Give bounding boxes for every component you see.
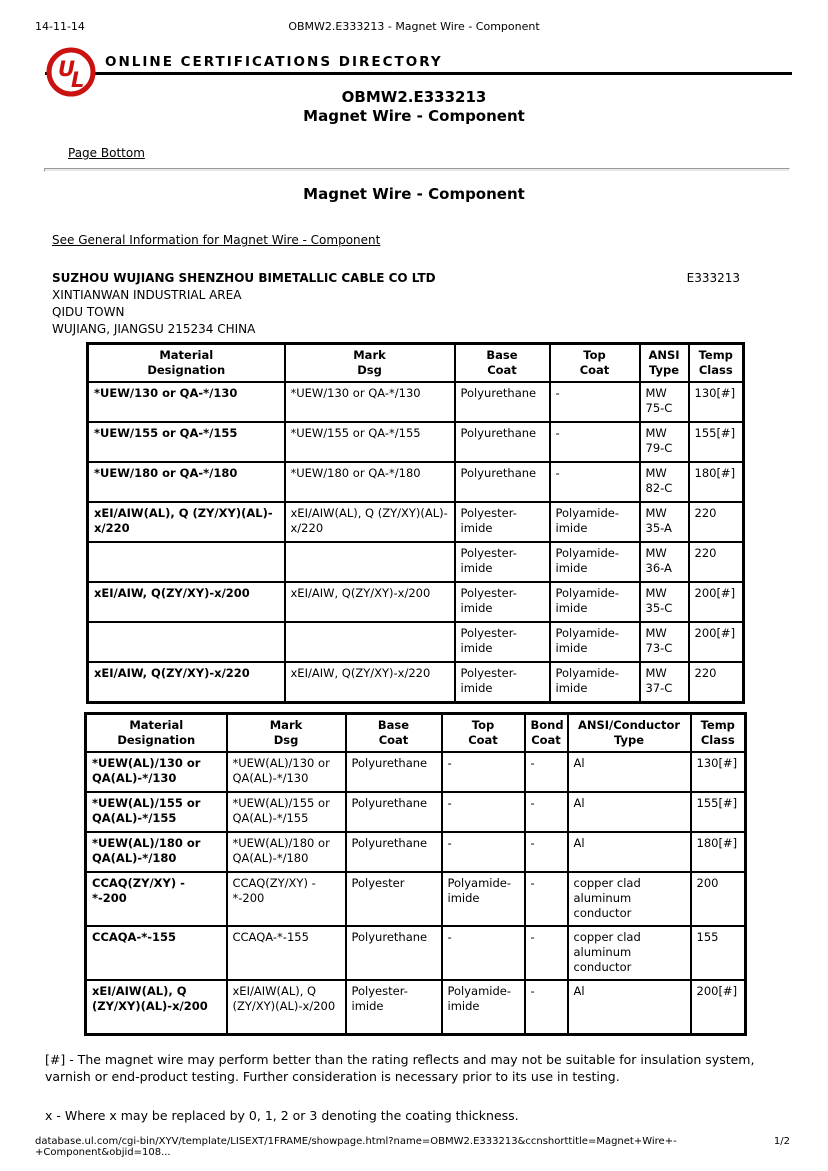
- table-row: [88, 582, 744, 622]
- table-cell: MW 35-C: [640, 582, 689, 622]
- table-row: [88, 662, 744, 702]
- table-cell: 200[#]: [689, 582, 744, 622]
- table-cell: Polyamide-imide: [550, 542, 640, 582]
- table-cell: Polyester-imide: [455, 582, 550, 622]
- table-cell: 130[#]: [689, 382, 744, 422]
- table-row: [86, 926, 746, 980]
- table-cell: Polyamide-imide: [550, 622, 640, 662]
- table-cell: Polyester: [346, 872, 442, 926]
- table-cell: [88, 622, 285, 662]
- svg-text:U: U: [58, 57, 76, 81]
- table-cell: *UEW(AL)/155 or QA(AL)-*/155: [86, 792, 227, 832]
- table-cell: 200[#]: [691, 980, 746, 1034]
- table-cell: copper clad aluminum conductor: [568, 872, 691, 926]
- table-row: [86, 980, 746, 1034]
- table-cell: xEI/AIW, Q(ZY/XY)-x/220: [285, 662, 455, 702]
- page-title-category: Magnet Wire - Component: [303, 107, 525, 125]
- table-cell: 155[#]: [689, 422, 744, 462]
- table-cell: -: [525, 872, 568, 926]
- table-cell: -: [525, 926, 568, 980]
- table-cell: MW 35-A: [640, 502, 689, 542]
- page-bottom-link[interactable]: Page Bottom: [68, 146, 145, 160]
- table-cell: 130[#]: [691, 752, 746, 792]
- table-cell: *UEW(AL)/180 or QA(AL)-*/180: [227, 832, 346, 872]
- table-cell: 200[#]: [689, 622, 744, 662]
- column-header: Material Designation: [86, 714, 227, 753]
- column-header: Temp Class: [689, 344, 744, 383]
- table-cell: Polyamide-imide: [442, 872, 525, 926]
- horizontal-divider: [44, 168, 790, 172]
- table-cell: 155[#]: [691, 792, 746, 832]
- table-cell: Polyurethane: [455, 382, 550, 422]
- table-cell: Polyurethane: [455, 462, 550, 502]
- table-cell: Polyurethane: [346, 832, 442, 872]
- table-cell: xEI/AIW(AL), Q (ZY/XY)(AL)-x/220: [285, 502, 455, 542]
- table-cell: Polyamide-imide: [442, 980, 525, 1034]
- table-cell: Polyurethane: [346, 792, 442, 832]
- table-cell: -: [442, 926, 525, 980]
- table-cell: Polyurethane: [346, 752, 442, 792]
- table-cell: 180[#]: [691, 832, 746, 872]
- table-cell: -: [442, 832, 525, 872]
- table-cell: [88, 542, 285, 582]
- table-cell: -: [550, 382, 640, 422]
- column-header: Mark Dsg: [285, 344, 455, 383]
- table-cell: Polyurethane: [455, 422, 550, 462]
- table-cell: -: [525, 752, 568, 792]
- table-row: [88, 382, 744, 422]
- table-cell: CCAQ(ZY/XY) - *-200: [86, 872, 227, 926]
- footnote-x: x - Where x may be replaced by 0, 1, 2 or 3 denoting the coating thickness.: [45, 1108, 519, 1123]
- table-cell: Al: [568, 752, 691, 792]
- table-cell: *UEW/180 or QA-*/180: [285, 462, 455, 502]
- brand-underline: [45, 72, 792, 75]
- table-cell: Polyester-imide: [455, 662, 550, 702]
- table-cell: Al: [568, 792, 691, 832]
- column-header: Bond Coat: [525, 714, 568, 753]
- table-cell: -: [525, 832, 568, 872]
- section-heading: Magnet Wire - Component: [303, 185, 525, 203]
- print-date: 14-11-14: [35, 20, 85, 33]
- table-cell: MW 36-A: [640, 542, 689, 582]
- table-cell: *UEW/130 or QA-*/130: [285, 382, 455, 422]
- table-cell: *UEW(AL)/130 or QA(AL)-*/130: [227, 752, 346, 792]
- table-cell: CCAQA-*-155: [227, 926, 346, 980]
- footer-url: database.ul.com/cgi-bin/XYV/template/LISEXT/1FRAME/showpage.html?name=OBMW2.E333213&ccnshorttitle=Magnet+Wire+-+Component&objid=108...: [35, 1136, 677, 1158]
- column-header: Mark Dsg: [227, 714, 346, 753]
- svg-text:L: L: [71, 68, 85, 92]
- table-cell: *UEW/130 or QA-*/130: [88, 382, 285, 422]
- company-block: [52, 270, 742, 338]
- general-information-link[interactable]: See General Information for Magnet Wire - Component: [52, 233, 381, 247]
- company-address-line: WUJIANG, JIANGSU 215234 CHINA: [52, 322, 256, 336]
- column-header: Base Coat: [455, 344, 550, 383]
- table-cell: *UEW(AL)/130 or QA(AL)-*/130: [86, 752, 227, 792]
- table-cell: Al: [568, 832, 691, 872]
- table-cell: -: [550, 462, 640, 502]
- conductor-ratings-table: [84, 712, 747, 1036]
- table-cell: CCAQA-*-155: [86, 926, 227, 980]
- table-row: [88, 422, 744, 462]
- table-cell: xEI/AIW(AL), Q (ZY/XY)(AL)-x/200: [227, 980, 346, 1034]
- table-cell: -: [442, 752, 525, 792]
- table-cell: MW 82-C: [640, 462, 689, 502]
- column-header: ANSI/Conductor Type: [568, 714, 691, 753]
- table-cell: MW 75-C: [640, 382, 689, 422]
- table-header-row: [88, 344, 744, 383]
- table-row: [86, 792, 746, 832]
- table-cell: [285, 542, 455, 582]
- table-cell: -: [442, 792, 525, 832]
- column-header: Top Coat: [442, 714, 525, 753]
- directory-title: ONLINE CERTIFICATIONS DIRECTORY: [103, 54, 449, 71]
- table-cell: Polyamide-imide: [550, 662, 640, 702]
- print-footer: [35, 1136, 790, 1158]
- table-row: [88, 462, 744, 502]
- table-cell: -: [525, 980, 568, 1034]
- table-row: [86, 752, 746, 792]
- table-cell: 200: [691, 872, 746, 926]
- ul-file-number: E333213: [686, 271, 740, 285]
- table-cell: *UEW/180 or QA-*/180: [88, 462, 285, 502]
- table-cell: *UEW/155 or QA-*/155: [88, 422, 285, 462]
- table-row: [86, 832, 746, 872]
- table-row: [88, 542, 744, 582]
- company-address-line: QIDU TOWN: [52, 305, 125, 319]
- column-header: Material Designation: [88, 344, 285, 383]
- table-row: [88, 622, 744, 662]
- table-cell: Polyurethane: [346, 926, 442, 980]
- table-cell: xEI/AIW, Q(ZY/XY)-x/220: [88, 662, 285, 702]
- table-cell: -: [550, 422, 640, 462]
- table-cell: *UEW(AL)/180 or QA(AL)-*/180: [86, 832, 227, 872]
- column-header: Temp Class: [691, 714, 746, 753]
- table-cell: -: [525, 792, 568, 832]
- table-cell: xEI/AIW, Q(ZY/XY)-x/200: [88, 582, 285, 622]
- table-cell: 180[#]: [689, 462, 744, 502]
- column-header: Top Coat: [550, 344, 640, 383]
- table-cell: 220: [689, 542, 744, 582]
- table-cell: Polyester-imide: [346, 980, 442, 1034]
- page-title: [0, 88, 828, 126]
- table-row: [86, 872, 746, 926]
- table-cell: 155: [691, 926, 746, 980]
- table-cell: Polyamide-imide: [550, 502, 640, 542]
- table-cell: Polyester-imide: [455, 622, 550, 662]
- column-header: ANSI Type: [640, 344, 689, 383]
- column-header: Base Coat: [346, 714, 442, 753]
- table-cell: [285, 622, 455, 662]
- table-cell: Polyamide-imide: [550, 582, 640, 622]
- table-cell: copper clad aluminum conductor: [568, 926, 691, 980]
- page-title-code: OBMW2.E333213: [341, 88, 487, 106]
- table-cell: 220: [689, 502, 744, 542]
- table-cell: Polyester-imide: [455, 542, 550, 582]
- table-cell: Al: [568, 980, 691, 1034]
- table-cell: MW 73-C: [640, 622, 689, 662]
- table-cell: Polyester-imide: [455, 502, 550, 542]
- footer-page-number: 1/2: [773, 1136, 790, 1147]
- table-cell: *UEW/155 or QA-*/155: [285, 422, 455, 462]
- table-cell: MW 79-C: [640, 422, 689, 462]
- footnotes: [45, 1051, 787, 1124]
- footnote-hash: [#] - The magnet wire may perform better than the rating reflects and may not be suitable for insulation system, varnish or end-product testing. Further consideration is necessary prior to its use in testing.: [45, 1052, 755, 1084]
- company-name: SUZHOU WUJIANG SHENZHOU BIMETALLIC CABLE CO LTD: [52, 271, 436, 285]
- print-header: [35, 20, 793, 34]
- table-cell: xEI/AIW(AL), Q (ZY/XY)(AL)-x/200: [86, 980, 227, 1034]
- table-cell: CCAQ(ZY/XY) - *-200: [227, 872, 346, 926]
- table-cell: 220: [689, 662, 744, 702]
- print-doc-title: OBMW2.E333213 - Magnet Wire - Component: [288, 20, 540, 33]
- magnet-wire-ratings-table: [86, 342, 745, 704]
- table-cell: xEI/AIW, Q(ZY/XY)-x/200: [285, 582, 455, 622]
- table-cell: MW 37-C: [640, 662, 689, 702]
- table-header-row: [86, 714, 746, 753]
- table-cell: *UEW(AL)/155 or QA(AL)-*/155: [227, 792, 346, 832]
- table-row: [88, 502, 744, 542]
- company-address-line: XINTIANWAN INDUSTRIAL AREA: [52, 288, 242, 302]
- table-cell: xEI/AIW(AL), Q (ZY/XY)(AL)-x/220: [88, 502, 285, 542]
